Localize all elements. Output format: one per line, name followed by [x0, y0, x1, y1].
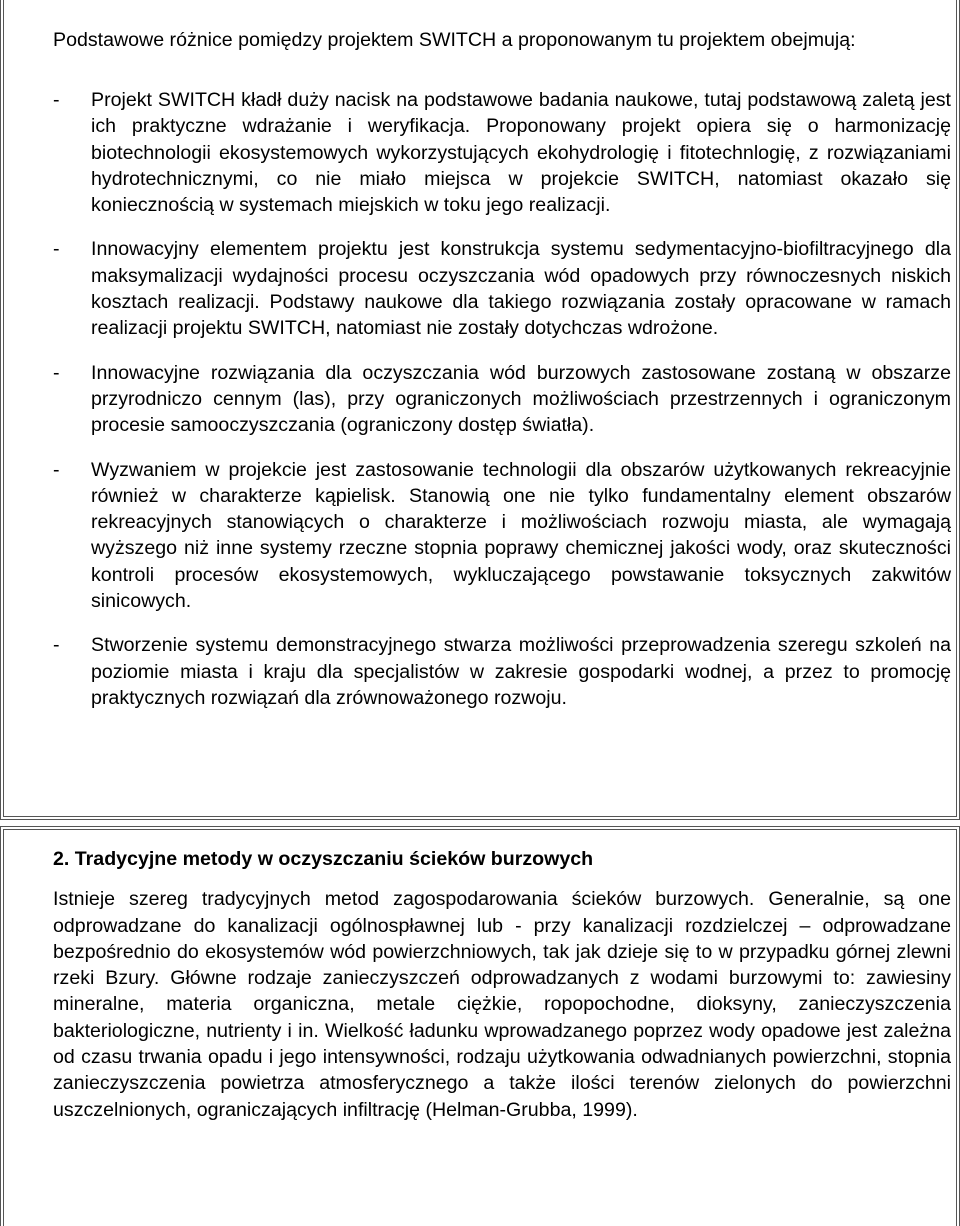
list-item	[53, 360, 951, 439]
list-item	[53, 236, 951, 341]
section-heading: 2. Tradycyjne metody w oczyszczaniu ścieków burzowych	[53, 848, 594, 870]
list-item	[53, 632, 951, 711]
list-item-text: Wyzwaniem w projekcie jest zastosowanie technologii dla obszarów użytkowanych rekreacyjnie również w charakterze kąpielisk. Stanowią one nie tylko fundamentalny element obszarów rekreacyjnych stanowiących o charakterze i możliwościach rozwoju miasta, ale wymagają wyższego niż inne systemy rzeczne stopnia poprawy chemicznej jakości wody, oraz skuteczności kontroli procesów ekosystemowych, wykluczającego powstawanie toksycznych zakwitów sinicowych.	[91, 458, 951, 613]
list-item-text: Projekt SWITCH kładł duży nacisk na podstawowe badania naukowe, tutaj podstawową zaletą jest ich praktyczne wdrażanie i weryfikacja. Proponowany projekt opiera się o harmonizację biotechnologii ekosystemowych wykorzystujących ekohydrologię i fitotechnlogię, z rozwiązaniami hydrotechnicznymi, co nie miało miejsca w projekcie SWITCH, natomiast okazało się koniecznością w systemach miejskich w toku jego realizacji.	[91, 89, 951, 217]
list-dash: -	[53, 89, 60, 111]
list-item	[53, 457, 951, 615]
list-dash: -	[53, 361, 60, 384]
list-item-text: Innowacyjny elementem projektu jest konstrukcja systemu sedymentacyjno-biofiltracyjnego dla maksymalizacji wydajności procesu oczyszczania wód opadowych przy równoczesnych niskich kosztach realizacji. Podstawy naukowe dla takiego rozwiązania zostały opracowane w ramach realizacji projektu SWITCH, natomiast nie zostały dotychczas wdrożone.	[91, 238, 951, 340]
list-dash: -	[53, 458, 60, 481]
list-dash: -	[53, 634, 60, 657]
section-2	[53, 846, 951, 1123]
list-item-text: Innowacyjne rozwiązania dla oczyszczania wód burzowych zastosowane zostaną w obszarze przyrodniczo cennym (las), przy ograniczonych możliwościach przestrzennych i ograniczonym procesie samooczyszczania (ograniczony dostęp światła).	[91, 361, 951, 437]
list-item	[53, 87, 951, 218]
differences-list	[53, 87, 951, 729]
list-dash: -	[53, 238, 60, 261]
section-body: Istnieje szereg tradycyjnych metod zagospodarowania ścieków burzowych. Generalnie, są one odprowadzane do kanalizacji ogólnospławnej lub - przy kanalizacji rozdzielczej – odprowadzane bezpośrednio do ekosystemów wód powierzchniowych, tak jak dzieje się to w przypadku górnej zlewni rzeki Bzury. Główne rodzaje zanieczyszczeń odprowadzanych z wodami burzowymi to: zawiesiny mineralne, materia organiczna, metale ciężkie, ropopochodne, dioksyny, zanieczyszczenia bakteriologiczne, nutrienty i in. Wielkość ładunku wprowadzanego poprzez wody opadowe jest zależna od czasu trwania opadu i jego intensywności, rodzaju użytkowania odwadnianych powierzchni, stopnia zanieczyszczenia powietrza atmosferycznego a także ilości terenów zielonych do powierzchni uszczelnionych, ograniczających infiltrację (Helman-Grubba, 1999).	[53, 888, 951, 1121]
list-item-text: Stworzenie systemu demonstracyjnego stwarza możliwości przeprowadzenia szeregu szkoleń na poziomie miasta i kraju dla specjalistów w zakresie gospodarki wodnej, a przez to promocję praktycznych rozwiązań dla zrównoważonego rozwoju.	[91, 634, 951, 709]
intro-paragraph: Podstawowe różnice pomiędzy projektem SWITCH a proponowanym tu projektem obejmują:	[53, 29, 856, 51]
